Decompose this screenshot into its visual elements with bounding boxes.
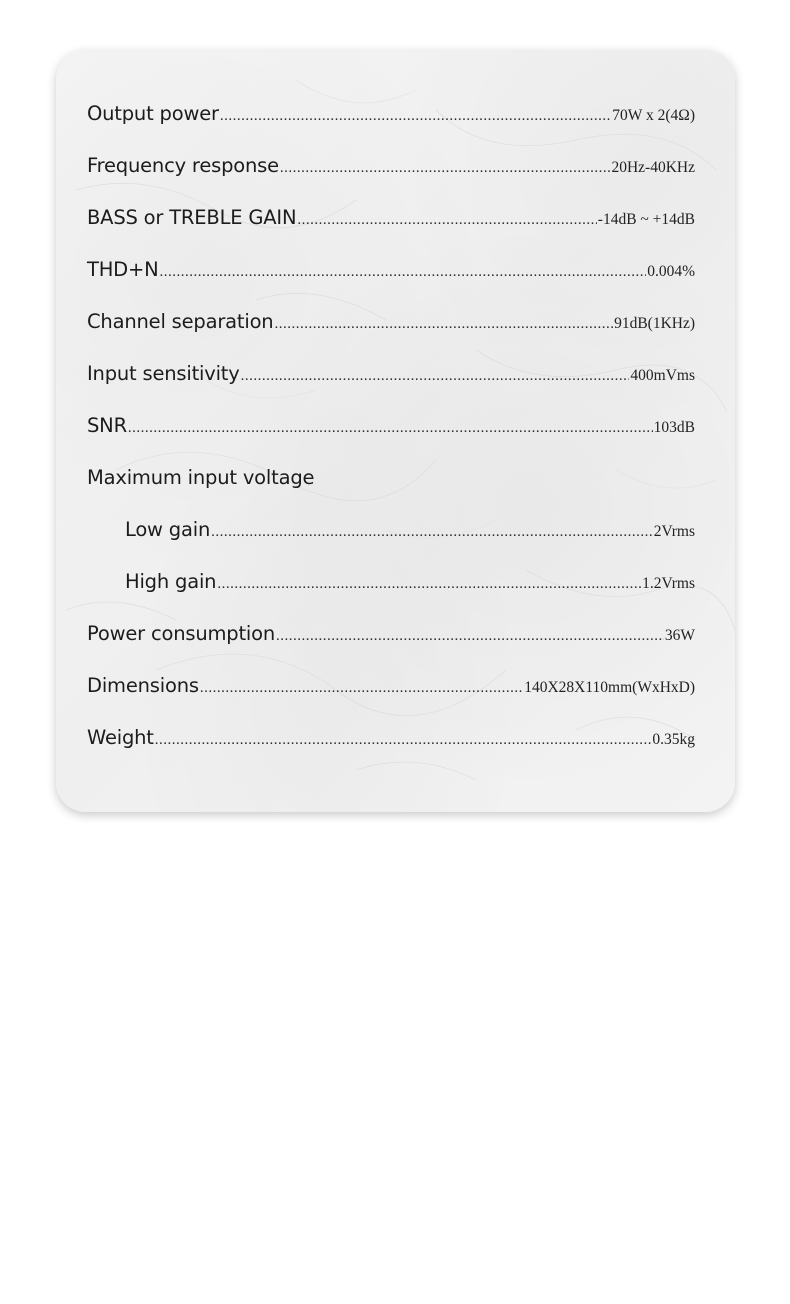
spec-value: 0.35kg: [652, 731, 695, 748]
spec-label: THD+N: [87, 258, 159, 281]
spec-row-maximum-input-voltage: [87, 466, 695, 496]
spec-value: 91dB(1KHz): [614, 315, 695, 332]
dot-leader: [128, 420, 653, 437]
dot-leader: [217, 576, 641, 593]
spec-row-output-power: [87, 102, 695, 132]
spec-value: 140X28X110mm(WxHxD): [524, 679, 695, 696]
spec-label: Channel separation: [87, 310, 274, 333]
dot-leader: [280, 160, 611, 177]
dot-leader: [211, 524, 653, 541]
spec-label: High gain: [125, 570, 217, 593]
dot-leader: [274, 316, 613, 333]
spec-row-bass-treble-gain: [87, 206, 695, 236]
spec-value: 2Vrms: [653, 523, 695, 540]
spec-row-high-gain: [125, 570, 695, 600]
spec-value: 36W: [664, 627, 695, 644]
spec-row-snr: [87, 414, 695, 444]
spec-row-input-sensitivity: [87, 362, 695, 392]
spec-label: Weight: [87, 726, 154, 749]
spec-value: 400mVms: [630, 367, 695, 384]
spec-value: 103dB: [653, 419, 695, 436]
dot-leader: [155, 732, 652, 749]
spec-label: Frequency response: [87, 154, 279, 177]
specifications-card: [56, 50, 735, 812]
spec-row-weight: [87, 726, 695, 756]
spec-label: Output power: [87, 102, 219, 125]
dot-leader: [200, 680, 523, 697]
spec-label: Power consumption: [87, 622, 276, 645]
spec-row-channel-separation: [87, 310, 695, 340]
dot-leader: [297, 212, 596, 229]
spec-row-low-gain: [125, 518, 695, 548]
spec-value: 0.004%: [647, 263, 695, 280]
spec-value: -14dB ~ +14dB: [597, 211, 695, 228]
spec-label: Low gain: [125, 518, 211, 541]
spec-value: 1.2Vrms: [642, 575, 695, 592]
dot-leader: [160, 264, 647, 281]
spec-label: Dimensions: [87, 674, 199, 697]
spec-row-thd-n: [87, 258, 695, 288]
spec-value: 70W x 2(4Ω): [612, 107, 695, 124]
spec-label: BASS or TREBLE GAIN: [87, 206, 297, 229]
spec-value: 20Hz-40KHz: [611, 159, 695, 176]
dot-leader: [241, 368, 630, 385]
spec-row-frequency-response: [87, 154, 695, 184]
dot-leader: [276, 628, 664, 645]
spec-section-label: Maximum input voltage: [87, 466, 315, 489]
spec-row-dimensions: [87, 674, 695, 704]
spec-label: SNR: [87, 414, 127, 437]
spec-row-power-consumption: [87, 622, 695, 652]
spec-label: Input sensitivity: [87, 362, 240, 385]
dot-leader: [220, 108, 611, 125]
